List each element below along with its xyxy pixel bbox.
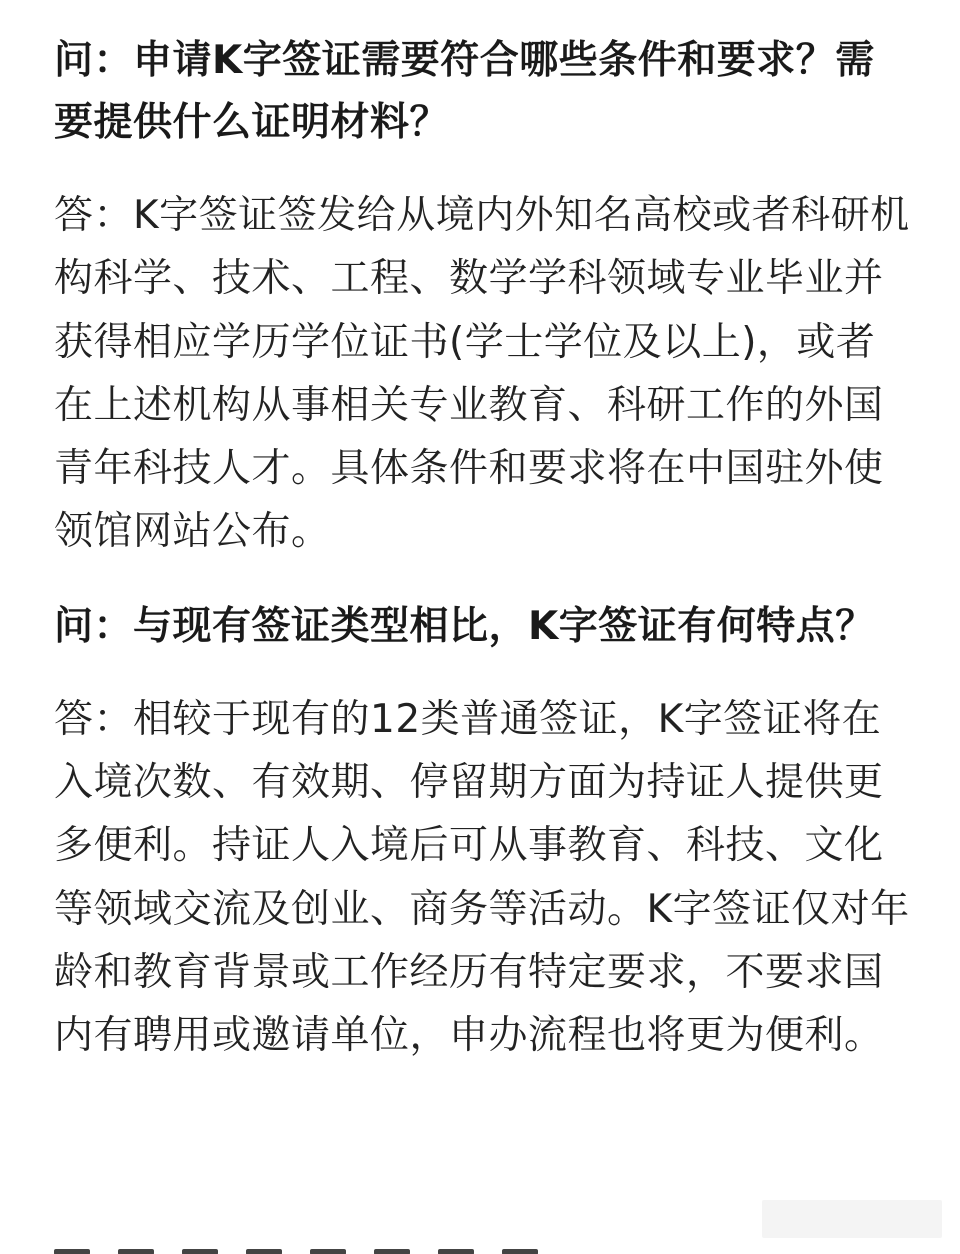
qa-item-1	[54, 30, 914, 564]
watermark	[762, 1200, 942, 1238]
truncated-next-line	[54, 1240, 654, 1254]
question-2: 问：与现有签证类型相比，K字签证有何特点？	[54, 603, 875, 649]
article-body	[54, 30, 914, 1068]
question-1: 问：申请K字签证需要符合哪些条件和要求？需要提供什么证明材料？	[54, 38, 875, 145]
qa-item-2	[54, 596, 914, 1068]
answer-1: 答：K字签证签发给从境内外知名高校或者科研机构科学、技术、工程、数学学科领域专业毕业并获得相应学历学位证书(学士学位及以上)，或者在上述机构从事相关专业教育、科研工作的外国青年科技人才。具体条件和要求将在中国驻外使领馆网站公布。	[54, 193, 910, 555]
answer-2: 答：相较于现有的12类普通签证，K字签证将在入境次数、有效期、停留期方面为持证人提供更多便利。持证人入境后可从事教育、科技、文化等领域交流及创业、商务等活动。K字签证仅对年龄和教育背景或工作经历有特定要求，不要求国内有聘用或邀请单位，申办流程也将更为便利。	[54, 696, 910, 1059]
